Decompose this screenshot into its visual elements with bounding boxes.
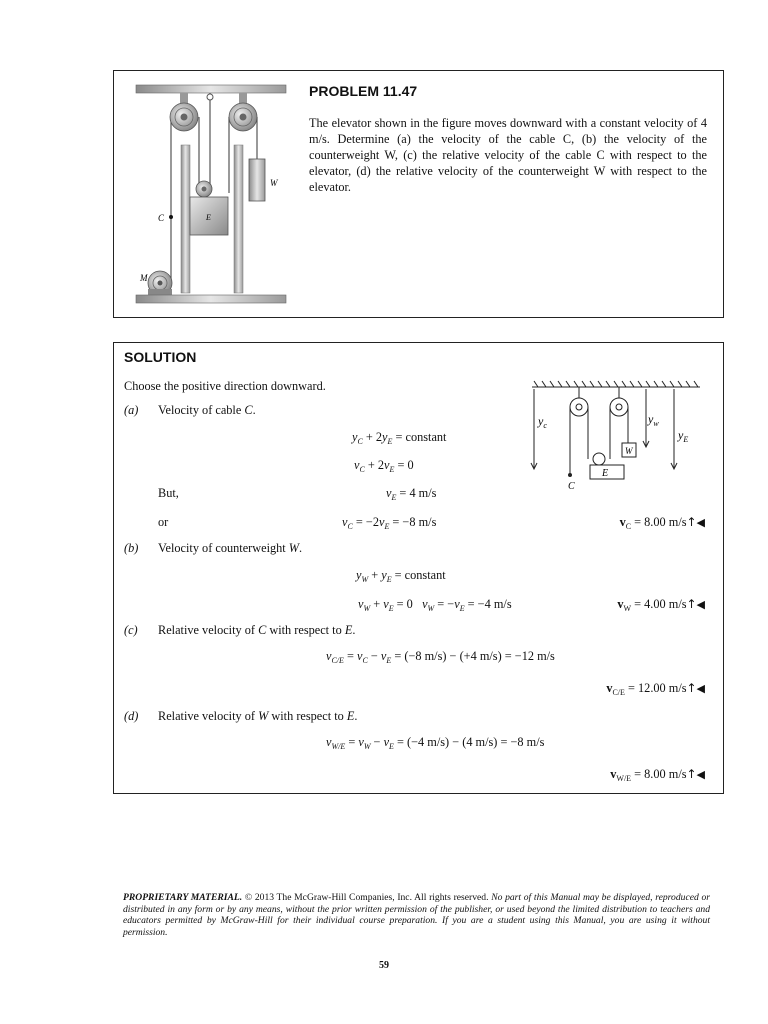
copyright-footer: PROPRIETARY MATERIAL. © 2013 The McGraw-Hill Companies, Inc. All rights reserved. No part of this Manual may be displayed, reproduced or distributed in any form or by any means, without the prior written permission of the publisher, or used beyond the limited distribution to teachers and educators permitted by McGraw-Hill for their individual course preparation. If you are a student using this Manual, you are using it without permission.: [123, 892, 710, 938]
figure-label-w: W: [270, 178, 278, 188]
sketch-label-yc: $y_c$: [538, 414, 547, 430]
up-arrow-icon: ↑: [686, 767, 697, 781]
part-a-heading: Velocity of cable C.: [158, 403, 256, 417]
part-d-eq1: $v_{W/E} = v_W - v_E = (-4$ m/s) − (4 m/s) = −8 m/s: [326, 735, 545, 751]
part-a-eq2: $v_C + 2v_E = 0$: [354, 458, 414, 474]
part-d-answer: $v_{W/E} = 8.00$ m/s↑◀: [610, 767, 705, 783]
up-arrow-icon: ↑: [686, 681, 697, 695]
part-d-heading: Relative velocity of W with respect to E.: [158, 709, 358, 723]
sketch-label-c: C: [568, 481, 575, 492]
problem-title: PROBLEM 11.47: [309, 83, 418, 99]
part-c-heading: Relative velocity of C with respect to E.: [158, 623, 356, 637]
part-a-eq1: $y_C + 2y_E$ = constant: [352, 430, 447, 446]
part-b-eq1: $y_W + y_E$ = constant: [356, 568, 446, 584]
elevator-figure: [134, 79, 294, 315]
part-c-label: (c): [124, 623, 138, 637]
answer-marker-icon: ◀: [696, 682, 705, 695]
answer-marker-icon: ◀: [696, 768, 705, 781]
problem-statement: The elevator shown in the figure moves downward with a constant velocity of 4 m/s. Determine (a) the velocity of the cable C, (b) the velocity of the counterweight W, (c) the relative velocity of the cable C with respect to the elevator, (d) the relative velocity of the counterweight W with respect to the elevator.: [309, 116, 707, 194]
solution-intro: Choose the positive direction downward.: [124, 379, 326, 393]
part-a-eq3: $v_E = 4$ m/s: [386, 486, 437, 502]
part-a-eq4: $v_C = -2v_E = -8$ m/s: [342, 515, 437, 531]
page-number: 59: [379, 960, 389, 971]
up-arrow-icon: ↑: [686, 515, 697, 529]
figure-label-e: E: [206, 213, 211, 222]
figure-label-m: M: [140, 273, 148, 283]
problem-box: [113, 70, 724, 318]
solution-sketch: [524, 375, 700, 495]
answer-marker-icon: ◀: [696, 516, 705, 529]
part-b-answer: $v_W = 4.00$ m/s↑◀: [617, 597, 705, 613]
part-a-answer: $v_C = 8.00$ m/s↑◀: [619, 515, 705, 531]
solution-title: SOLUTION: [124, 349, 197, 365]
top-pulley-right: [229, 93, 257, 131]
top-pulley-left: [170, 93, 198, 131]
sketch-label-yw: $y_w$: [648, 412, 659, 428]
part-a-or: or: [158, 515, 169, 529]
part-a-but: But,: [158, 486, 179, 500]
part-d-label: (d): [124, 709, 139, 723]
sketch-label-ye: $y_E$: [678, 428, 689, 444]
part-c-eq1: $v_{C/E} = v_C - v_E = (-8$ m/s) − (+4 m/s) = −12 m/s: [326, 649, 555, 665]
up-arrow-icon: ↑: [686, 597, 697, 611]
part-a-label: (a): [124, 403, 139, 417]
part-b-heading: Velocity of counterweight W.: [158, 541, 303, 555]
solution-box: [113, 342, 724, 794]
part-c-answer: $v_{C/E} = 12.00$ m/s↑◀: [606, 681, 705, 697]
figure-label-c: C: [158, 213, 165, 223]
sketch-label-w: W: [625, 446, 633, 456]
sketch-label-e: E: [602, 468, 609, 479]
part-b-eq2: $v_W + v_E = 0$ $v_W = -v_E = -4$ m/s: [358, 597, 512, 613]
part-b-label: (b): [124, 541, 139, 555]
answer-marker-icon: ◀: [696, 598, 705, 611]
